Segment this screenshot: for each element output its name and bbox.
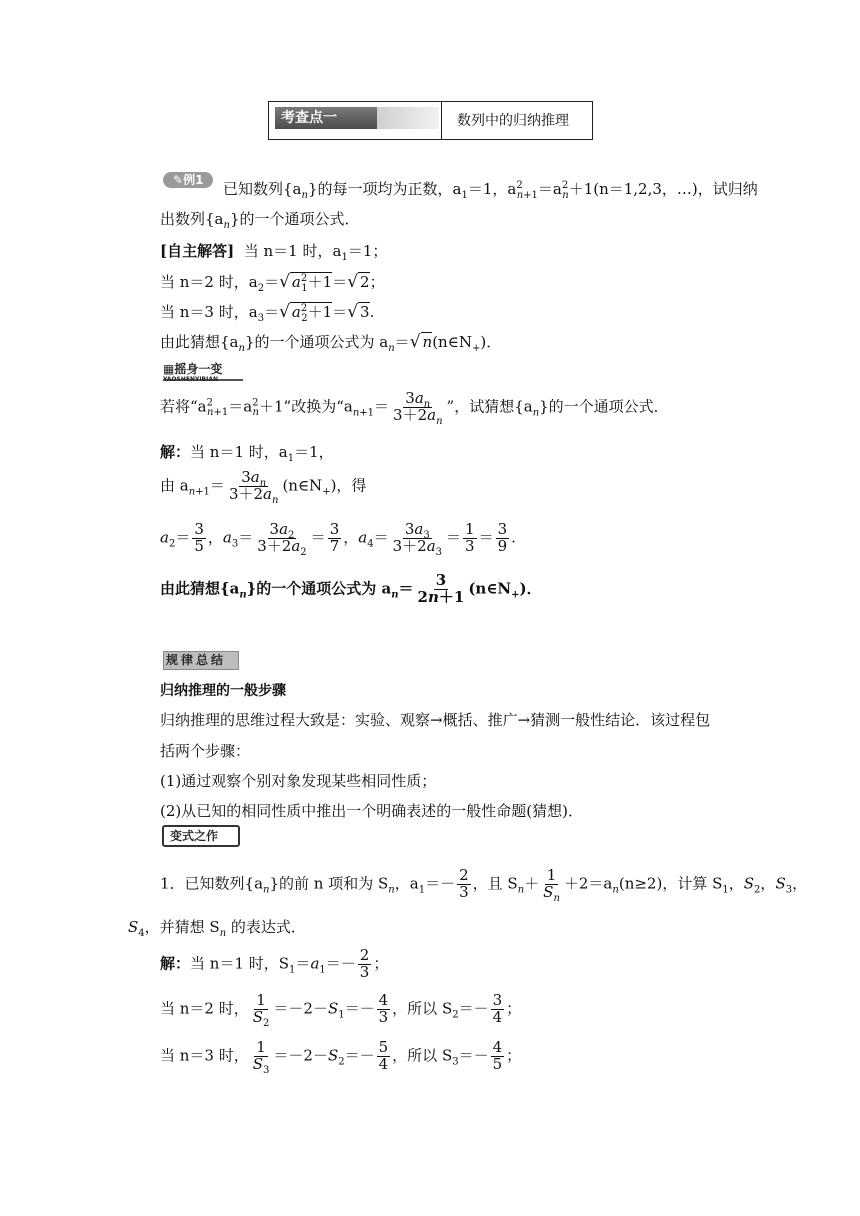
topic-title: 数列中的归纳推理 [457, 113, 569, 129]
topic-tag-label: 考查点一 [281, 110, 337, 126]
practice-solution-line3: 当 n＝3 时， $\frac{1}{S_3}$ $=-2-S_2=-$ $\frac{5}{4}$ ，所以 $S_3=-$ $\frac{4}{5}$ ； [160, 1038, 522, 1076]
answer-line1: [自主解答] 当 n＝1 时，$a_1=1$； [160, 242, 388, 263]
answer-line3: 当 n＝3 时，$a_3=√$ $a^2_2+1=√$ 3. [160, 302, 375, 324]
practice-solution-line1: 解：当 n＝1 时，$S_1=a_1=-$ $\frac{2}{3}$ ； [160, 946, 389, 981]
topic-tag [275, 107, 378, 129]
variation-tag [163, 361, 243, 381]
practice-tag: 变式之作 [162, 825, 240, 847]
variation-tag-sub: YAOSHENYIBIAN [163, 376, 219, 383]
answer-line4: 由此猜想$\{a_n\}$的一个通项公式为 $a_n=√$ $n(n\in N_+)$． [160, 332, 502, 354]
variation-solution-line1: 解：当 n＝1 时，$a_1=1$， [160, 443, 334, 464]
rule-step1: (1)通过观察个别对象发现某些相同性质； [160, 772, 437, 790]
rule-tag: 规律总结 [163, 651, 239, 670]
variation-tag-label: 摇身一变 [174, 362, 223, 376]
topic-header-box [268, 101, 593, 140]
example-tag-label: 例1 [183, 173, 204, 187]
variation-solution-line2: 由 $a_{n+1}=$ $\frac{3a_n}{3+2a_n}$ $(n\in N_+)$，得 [160, 468, 367, 506]
variation-question: 若将“$a^2_{n+1}=a^2_n+1$”改换为“$a_{n+1}=$ $\frac{3a_n}{3+2a_n}$ ”，试猜想$\{a_n\}$的一个通项公式． [160, 389, 669, 427]
divider [441, 102, 442, 139]
variation-conclusion: 由此猜想$\{a_n\}$的一个通项公式为 $a_n=$ $\frac{3}{2n+1}$ $(n\in N_+)$． [160, 571, 542, 606]
rule-heading: 归纳推理的一般步骤 [160, 683, 286, 699]
example-tag [163, 172, 213, 188]
practice-question-line2: $S_4$，并猜想 $S_n$ 的表达式． [128, 918, 306, 939]
answer-line2: 当 n＝2 时，$a_2=√$ $a^2_1+1=√$ 2； [160, 272, 385, 294]
pencil-icon: ✎ [173, 173, 184, 187]
grid-icon: ▦ [163, 362, 175, 376]
variation-solution-line3: $a_2=$ $\frac{3}{5}$ ，$a_3=$ $\frac{3a_2}{3+2a_2}$ ＝ $\frac{3}{7}$ ，$a_4=$ $\frac{3a_3}{3+2a_3}$ ＝ $\frac{1}{3}$ ＝ $\frac{3}{9}$ . [160, 520, 516, 558]
practice-solution-line2: 当 n＝2 时， $\frac{1}{S_2}$ $=-2-S_1=-$ $\frac{4}{3}$ ，所以 $S_2=-$ $\frac{3}{4}$ ； [160, 991, 522, 1029]
rule-paragraph-line2: 括两个步骤： [160, 742, 251, 760]
example-stem-line1: 已知数列$\{a_n\}$的每一项均为正数，$a_1=1$，$a^2_{n+1}=a^2_n+1(n=1,2,3$，…)，试归纳 [223, 180, 758, 201]
example-stem-line2: 出数列$\{a_n\}$的一个通项公式． [160, 210, 360, 231]
rule-paragraph-line1: 归纳推理的思维过程大致是：实验、观察→概括、推广→猜测一般性结论．该过程包 [160, 711, 711, 729]
practice-question-line1: 1．已知数列$\{a_n\}$的前 n 项和为 $S_n$，$a_1=-$ $\frac{2}{3}$ ，且 $S_n+$ $\frac{1}{S_n}$ $+2=a_n(n\ge 2)$，计算 $S_1$，$S_2$，$S_3$， [160, 866, 808, 904]
rule-step2: (2)从已知的相同性质中推出一个明确表述的一般性命题(猜想)． [160, 802, 583, 820]
